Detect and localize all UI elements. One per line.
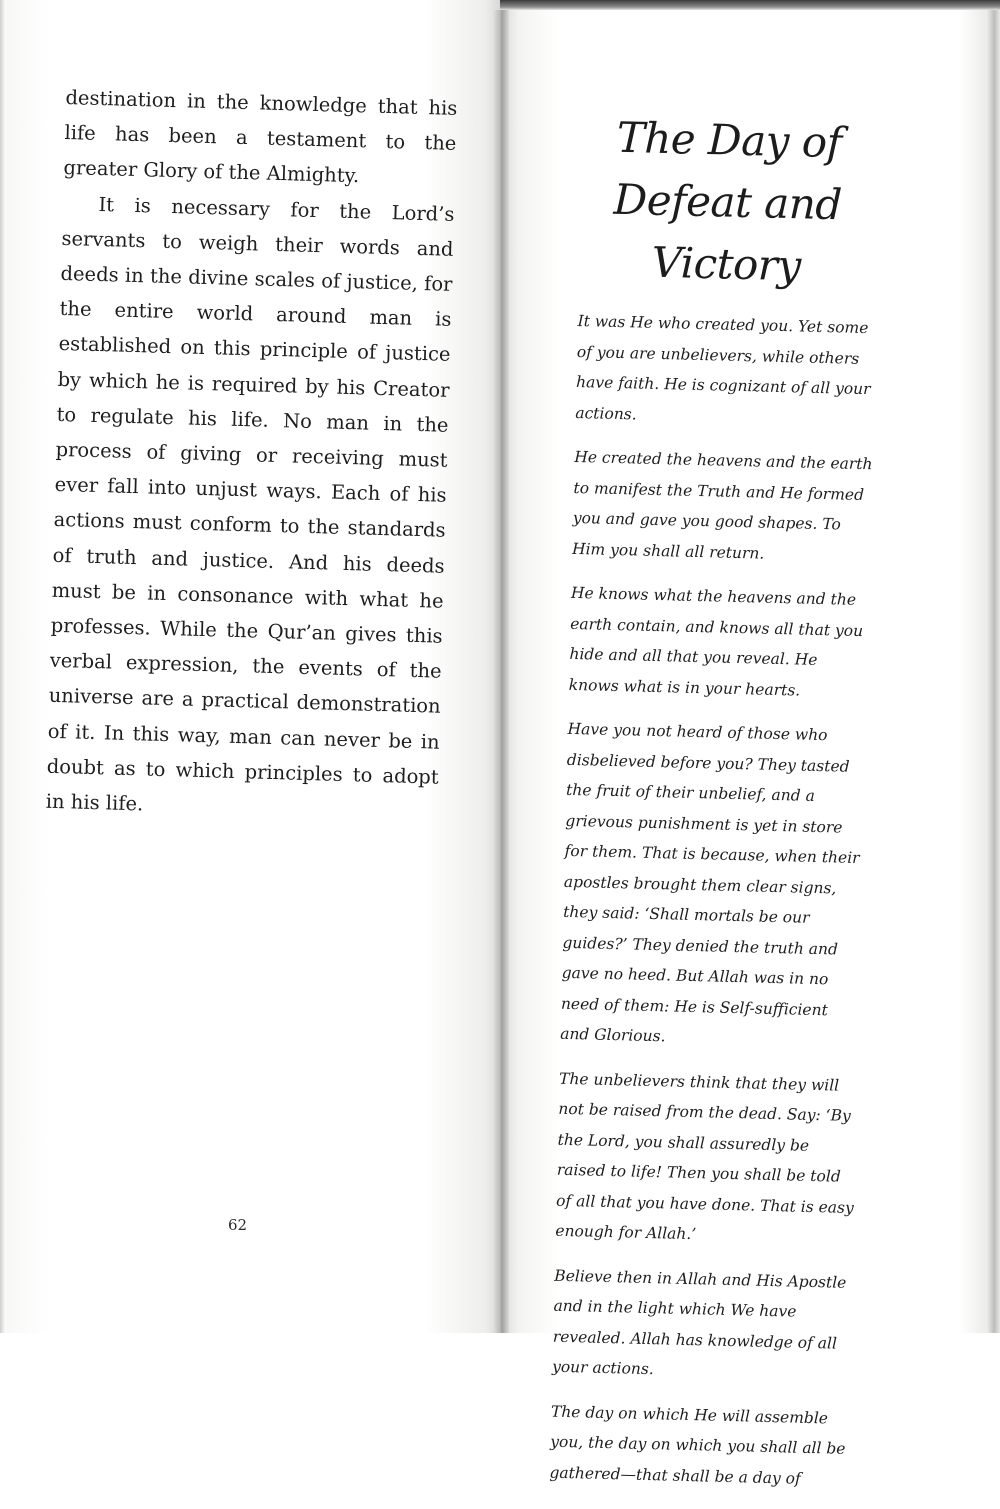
verse-paragraph: The unbelievers think that they will not be raised from the dead. Say: ‘By the Lord, you shall assuredly be raised to life! Then you shall be told of all that you have done. That is easy enough for Allah.’ (555, 1069, 854, 1244)
verse-paragraph: It was He who created you. Yet some of you are unbelievers, while others have faith. He is cognizant of all your actions. (575, 311, 871, 423)
verse-paragraph: Have you not heard of those who disbelieved before you? They tasted the fruit of their unbelief, and a grievous punishment is yet in store for them. That is because, when their apostles brought them clear signs, they said: ‘Shall mortals be our guides?’ They denied the truth and gave no heed. But Allah was in no need of them: He is Self-sufficient and Glorious. (559, 719, 860, 1046)
page-edge (986, 10, 1000, 1333)
book-gutter (493, 10, 509, 1333)
scanner-edge (500, 0, 1000, 10)
verse-list (549, 306, 878, 1509)
left-page-body (45, 80, 457, 830)
paragraph: It is necessary for the Lord’s servants to weigh their words and deeds in the divine scales of justice, for the entire world around man is established on this principle of justice by which he is required by his Creator to regulate his life. No man in the process of giving or receiving must ever fall into unjust ways. Each of his actions must conform to the standards of truth and justice. And his deeds must be in consonance with what he professes. While the Qur’an gives this verbal expression, the events of the universe are a practical demonstration of it. In this way, man can never be in doubt as to which principles to adopt in his life. (45, 192, 455, 816)
verse-paragraph: The day on which He will assemble you, the day on which you shall all be gathered—that shall be a day of (549, 1402, 846, 1488)
verse-paragraph: He created the heavens and the earth to manifest the Truth and He formed you and gave you good shapes. To Him you shall all return. (571, 447, 873, 563)
chapter-title (580, 106, 874, 299)
paragraph: destination in the knowledge that his life has been a testament to the greater Glory of the Almighty. (63, 85, 458, 188)
page-number: 62 (228, 1216, 248, 1234)
verse-paragraph: He knows what the heavens and the earth contain, and knows all that you hide and all that you reveal. He knows what is in your hearts. (568, 583, 864, 700)
chapter-title-line-1: The Day of (616, 112, 843, 168)
scanner-edge-left (0, 0, 6, 1333)
verse-paragraph: Believe then in Allah and His Apostle and in the light which We have revealed. Allah has knowledge of all your actions. (551, 1266, 847, 1379)
left-page (0, 0, 500, 1333)
chapter-title-line-2: Defeat and Victory (613, 174, 843, 291)
right-page (500, 0, 1000, 1488)
